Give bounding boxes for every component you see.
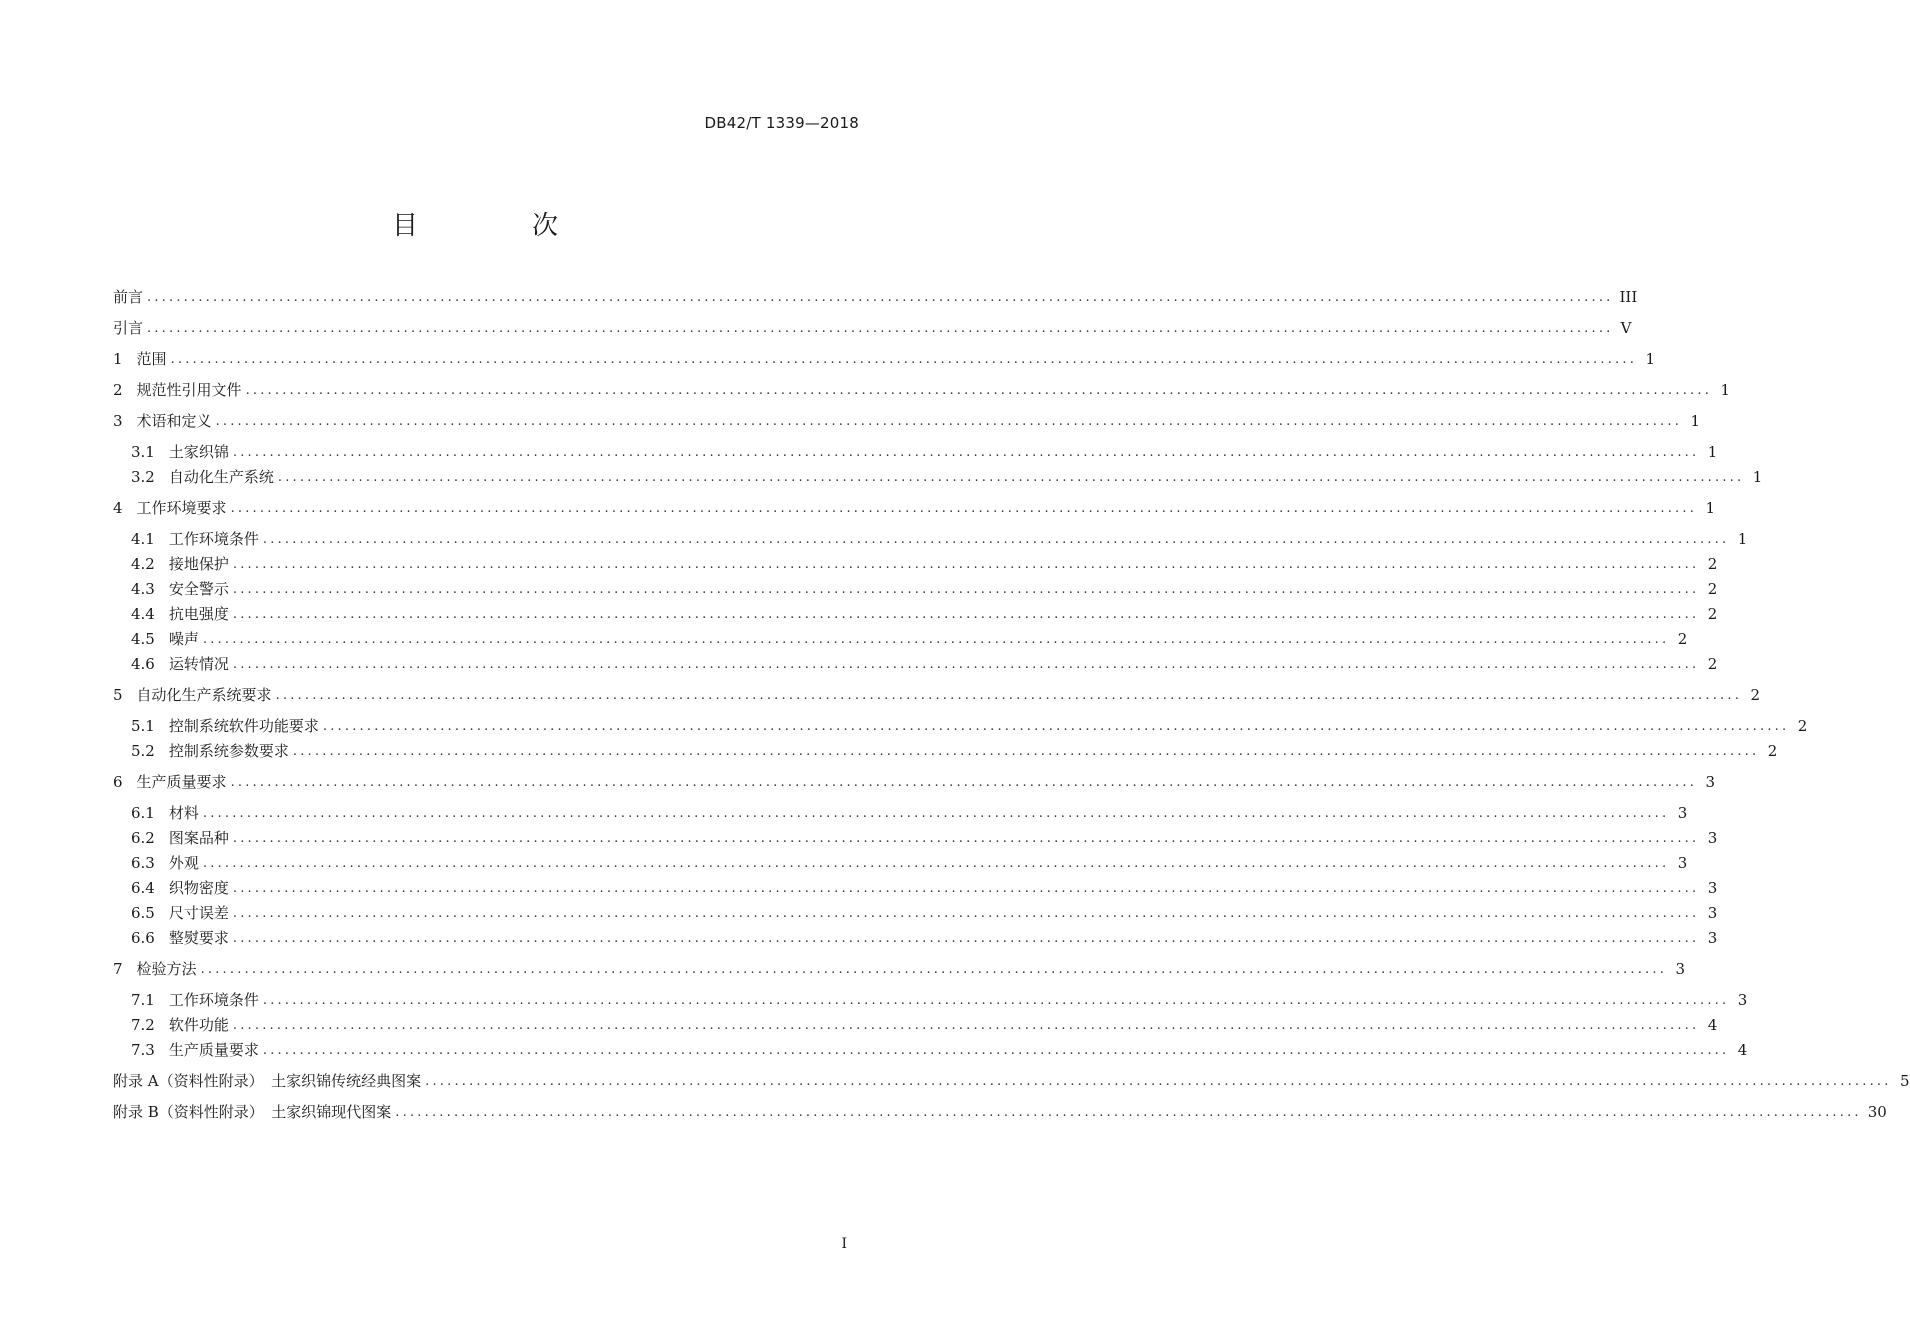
toc-entry-page: 1 [1752,468,1763,486]
toc-entry[interactable] [113,577,1718,602]
toc-entry-page: III [1619,288,1638,306]
dot-leader: ........................................................................................................................................................................................................ [202,632,1670,647]
toc-entry[interactable] [113,988,1748,1013]
toc-entry-label [113,1013,233,1038]
dot-leader: ........................................................................................................................................................................................................ [230,775,1698,790]
toc-entry-text: 检验方法 [136,960,197,978]
dot-leader: ........................................................................................................................................................................................................ [275,688,1743,703]
toc-entry-page: 1 [1690,412,1701,430]
toc-entry-page: 2 [1677,630,1688,648]
toc-entry-page: 3 [1707,879,1718,897]
toc-entry[interactable] [113,1069,1910,1094]
toc-entry-label [113,627,203,652]
toc-entry[interactable] [113,851,1688,876]
toc-entry-page: 30 [1867,1103,1887,1121]
dot-leader: ........................................................................................................................................................................................................ [262,993,1730,1008]
table-of-contents [113,285,1910,1125]
toc-entry-page: 3 [1675,960,1686,978]
toc-entry-text: 图案品种 [168,829,229,847]
page-number: I [841,1236,847,1252]
document-code: DB42/T 1339—2018 [704,114,859,132]
toc-entry[interactable] [113,465,1763,490]
toc-entry[interactable] [113,285,1638,310]
toc-entry-text: 控制系统软件功能要求 [168,717,319,735]
toc-entry-label [113,851,203,876]
toc-entry-page: 1 [1737,530,1748,548]
toc-entry-number: 4 [113,499,123,517]
toc-entry-number: 4.2 [131,555,155,573]
toc-entry-page: 3 [1707,929,1718,947]
toc-entry[interactable] [113,409,1701,434]
toc-entry-text: 自动化生产系统要求 [136,686,272,704]
toc-entry-label [113,602,233,627]
toc-entry-number: 4.4 [131,605,155,623]
toc-entry-page: 5 [1900,1072,1910,1090]
toc-entry[interactable] [113,683,1761,708]
toc-entry-label [113,926,233,951]
toc-entry-text: 术语和定义 [136,412,212,430]
dot-leader: ........................................................................................................................................................................................................ [232,445,1700,460]
toc-entry-text: 噪声 [168,630,199,648]
toc-entry-number: 5.1 [131,717,155,735]
toc-entry-page: 3 [1707,829,1718,847]
toc-entry-label [113,1100,395,1125]
toc-entry[interactable] [113,347,1656,372]
toc-entry-number: 7.2 [131,1016,155,1034]
dot-leader: ........................................................................................................................................................................................................ [292,744,1760,759]
toc-entry[interactable] [113,826,1718,851]
toc-entry-number: 3.2 [131,468,155,486]
toc-entry[interactable] [113,1013,1718,1038]
toc-entry[interactable] [113,496,1716,521]
toc-entry-label [113,901,233,926]
dot-leader: ........................................................................................................................................................................................................ [277,470,1745,485]
toc-entry-label [113,652,233,677]
toc-entry-number: 3 [113,412,123,430]
toc-entry-label [113,347,171,372]
toc-entry[interactable] [113,926,1718,951]
toc-entry-text: 前言 [113,288,144,306]
toc-entry-text: 自动化生产系统 [168,468,274,486]
toc-entry[interactable] [113,316,1632,341]
dot-leader: ........................................................................................................................................................................................................ [262,1043,1730,1058]
toc-entry-page: 2 [1797,717,1808,735]
toc-entry[interactable] [113,901,1718,926]
toc-entry-text: 软件功能 [168,1016,229,1034]
dot-leader: ........................................................................................................................................................................................................ [232,582,1700,597]
toc-entry-page: 1 [1720,381,1731,399]
toc-entry[interactable] [113,627,1688,652]
toc-entry-text: 接地保护 [168,555,229,573]
toc-entry-number: 6.5 [131,904,155,922]
toc-entry[interactable] [113,652,1718,677]
page-title: 目 次 [391,211,602,241]
toc-entry-label [113,801,203,826]
toc-entry-number: 7 [113,960,123,978]
toc-entry[interactable] [113,1038,1748,1063]
dot-leader: ........................................................................................................................................................................................................ [425,1074,1892,1089]
toc-entry-page: 1 [1705,499,1716,517]
toc-entry-page: 3 [1677,854,1688,872]
toc-entry-label [113,378,246,403]
toc-entry-label [113,770,231,795]
toc-entry-page: 2 [1750,686,1761,704]
toc-entry[interactable] [113,739,1778,764]
toc-entry-label [113,440,233,465]
toc-entry-text: 抗电强度 [168,605,229,623]
dot-leader: ........................................................................................................................................................................................................ [232,557,1700,572]
toc-entry-label [113,527,263,552]
toc-entry-text: 引言 [113,319,144,337]
dot-leader: ........................................................................................................................................................................................................ [215,414,1683,429]
toc-entry-text: 工作环境条件 [168,991,259,1009]
toc-entry-number: 4.6 [131,655,155,673]
toc-entry[interactable] [113,801,1688,826]
toc-entry-page: 1 [1645,350,1656,368]
toc-entry-page: 2 [1707,580,1718,598]
toc-entry[interactable] [113,527,1748,552]
toc-entry-page: 2 [1707,555,1718,573]
toc-entry-number: 6.3 [131,854,155,872]
toc-entry-label [113,988,263,1013]
toc-entry-text: 范围 [136,350,167,368]
toc-entry-page: 3 [1705,773,1716,791]
toc-entry-text: 生产质量要求 [168,1041,259,1059]
toc-entry-label [113,552,233,577]
toc-entry-number: 6.2 [131,829,155,847]
toc-entry-text: 整熨要求 [168,929,229,947]
toc-entry[interactable] [113,957,1686,982]
toc-entry-text: 工作环境要求 [136,499,227,517]
toc-entry-page: 3 [1707,904,1718,922]
toc-entry[interactable] [113,440,1718,465]
toc-entry-text: 织物密度 [168,879,229,897]
dot-leader: ........................................................................................................................................................................................................ [170,352,1638,367]
toc-entry-label [113,577,233,602]
dot-leader: ........................................................................................................................................................................................................ [200,962,1668,977]
toc-entry-page: 1 [1707,443,1718,461]
toc-entry-page: 2 [1707,605,1718,623]
toc-entry[interactable] [113,378,1731,403]
toc-entry-number: 2 [113,381,123,399]
toc-entry-number: 1 [113,350,123,368]
toc-entry-number: 4.3 [131,580,155,598]
toc-entry[interactable] [113,602,1718,627]
dot-leader: ........................................................................................................................................................................................................ [230,501,1698,516]
toc-entry-label [113,876,233,901]
toc-entry-text: 外观 [168,854,199,872]
toc-entry-page: 4 [1707,1016,1718,1034]
dot-leader: ........................................................................................................................................................................................................ [232,931,1700,946]
toc-entry-page: 2 [1767,742,1778,760]
toc-entry-label [113,316,147,341]
toc-entry-text: 控制系统参数要求 [168,742,289,760]
toc-entry-label [113,826,233,851]
dot-leader: ........................................................................................................................................................................................................ [202,806,1670,821]
toc-entry-number: 7.3 [131,1041,155,1059]
toc-entry-number: 6.6 [131,929,155,947]
toc-entry-text: 生产质量要求 [136,773,227,791]
dot-leader: ........................................................................................................................................................................................................ [395,1105,1862,1120]
toc-entry-page: 4 [1737,1041,1748,1059]
toc-entry-number: 6.4 [131,879,155,897]
toc-entry-number: 5 [113,686,123,704]
toc-entry-label [113,285,147,310]
toc-entry-text: 附录 A（资料性附录） 土家织锦传统经典图案 [113,1072,422,1090]
toc-entry-label [113,409,216,434]
dot-leader: ........................................................................................................................................................................................................ [232,1018,1700,1033]
toc-entry-label [113,1069,425,1094]
toc-entry-label [113,739,293,764]
toc-entry-label [113,957,201,982]
dot-leader: ........................................................................................................................................................................................................ [262,532,1730,547]
dot-leader: ........................................................................................................................................................................................................ [202,856,1670,871]
toc-entry-number: 3.1 [131,443,155,461]
toc-entry-number: 7.1 [131,991,155,1009]
dot-leader: ........................................................................................................................................................................................................ [232,657,1700,672]
toc-entry-label [113,496,231,521]
dot-leader: ........................................................................................................................................................................................................ [245,383,1713,398]
toc-entry-page: 2 [1707,655,1718,673]
toc-entry-text: 规范性引用文件 [136,381,242,399]
toc-entry[interactable] [113,770,1716,795]
toc-entry-number: 6 [113,773,123,791]
dot-leader: ........................................................................................................................................................................................................ [232,831,1700,846]
dot-leader: ........................................................................................................................................................................................................ [147,290,1614,305]
toc-entry-text: 材料 [168,804,199,822]
dot-leader: ........................................................................................................................................................................................................ [322,719,1790,734]
toc-entry[interactable] [113,714,1808,739]
toc-entry-number: 4.1 [131,530,155,548]
toc-entry-page: 3 [1737,991,1748,1009]
dot-leader: ........................................................................................................................................................................................................ [232,607,1700,622]
toc-entry-page: V [1620,319,1632,337]
toc-entry-page: 3 [1677,804,1688,822]
toc-entry-number: 4.5 [131,630,155,648]
toc-entry-label [113,1038,263,1063]
dot-leader: ........................................................................................................................................................................................................ [147,321,1614,336]
toc-entry-text: 尺寸误差 [168,904,229,922]
toc-entry-text: 运转情况 [168,655,229,673]
toc-entry-text: 附录 B（资料性附录） 土家织锦现代图案 [113,1103,392,1121]
toc-entry-label [113,465,278,490]
dot-leader: ........................................................................................................................................................................................................ [232,881,1700,896]
toc-entry[interactable] [113,876,1718,901]
toc-entry-number: 6.1 [131,804,155,822]
toc-entry-label [113,714,323,739]
toc-entry-text: 工作环境条件 [168,530,259,548]
toc-entry[interactable] [113,1100,1887,1125]
toc-entry[interactable] [113,552,1718,577]
toc-entry-text: 安全警示 [168,580,229,598]
dot-leader: ........................................................................................................................................................................................................ [232,906,1700,921]
toc-entry-label [113,683,276,708]
toc-entry-text: 土家织锦 [168,443,229,461]
toc-entry-number: 5.2 [131,742,155,760]
